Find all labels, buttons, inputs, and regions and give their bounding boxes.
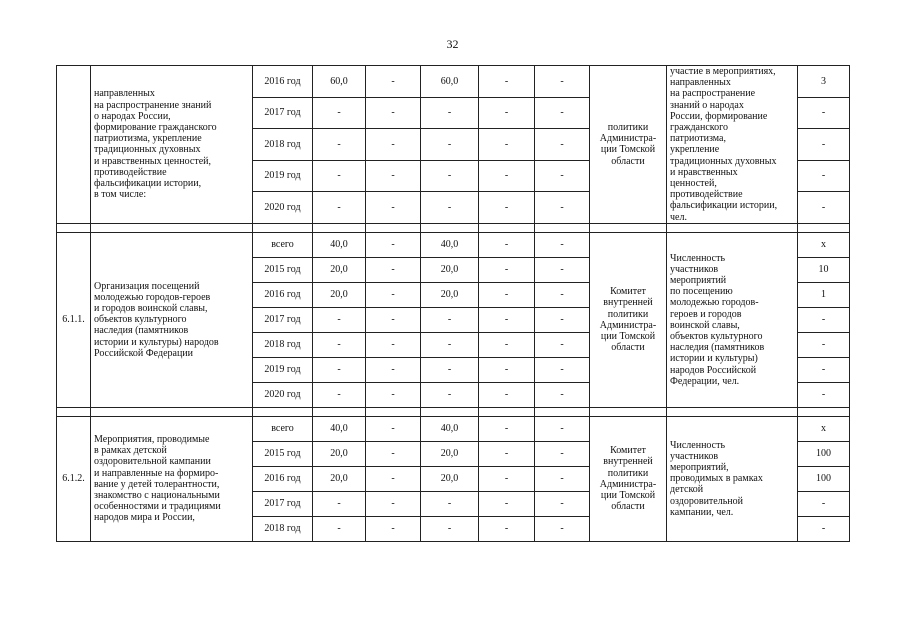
extra-budget-cell: - [535, 129, 590, 161]
year-cell: 2015 год [253, 441, 313, 466]
local-budget-cell: - [479, 441, 535, 466]
federal-budget-cell: - [366, 332, 421, 357]
total-cell: - [313, 160, 366, 192]
indicator-value-cell: - [798, 97, 850, 129]
total-cell: - [313, 382, 366, 407]
federal-budget-cell: - [366, 282, 421, 307]
regional-budget-cell: 20,0 [421, 257, 479, 282]
year-cell: 2019 год [253, 160, 313, 192]
local-budget-cell: - [479, 97, 535, 129]
federal-budget-cell: - [366, 466, 421, 491]
gap-cell [57, 407, 91, 416]
federal-budget-cell: - [366, 416, 421, 441]
indicator-value-cell: - [798, 516, 850, 541]
gap-cell [421, 407, 479, 416]
extra-budget-cell: - [535, 441, 590, 466]
gap-cell [421, 223, 479, 232]
year-cell: 2018 год [253, 129, 313, 161]
federal-budget-cell: - [366, 129, 421, 161]
section-number: 6.1.1. [57, 232, 91, 407]
local-budget-cell: - [479, 307, 535, 332]
total-cell: 20,0 [313, 466, 366, 491]
indicator-name-cell: Численность участников мероприятий, проводимых в рамках детской оздоровительной кампании, чел. [667, 416, 798, 541]
regional-budget-cell: - [421, 160, 479, 192]
regional-budget-cell: - [421, 491, 479, 516]
gap-cell [313, 223, 366, 232]
year-cell: всего [253, 416, 313, 441]
total-cell: - [313, 307, 366, 332]
indicator-name-cell: участие в мероприятиях, направленных на распространение знаний о народах России, формирование гражданского патриотизма, укрепление традиционных духовных и нравственных ценностей, противодействие фальсификации истории, чел. [667, 66, 798, 224]
executor-cell: Комитет внутренней политики Администра- ции Томской области [590, 416, 667, 541]
federal-budget-cell: - [366, 307, 421, 332]
indicator-value-cell: - [798, 160, 850, 192]
local-budget-cell: - [479, 232, 535, 257]
indicator-value-cell: - [798, 332, 850, 357]
local-budget-cell: - [479, 416, 535, 441]
federal-budget-cell: - [366, 357, 421, 382]
gap-cell [479, 223, 535, 232]
regional-budget-cell: 40,0 [421, 232, 479, 257]
extra-budget-cell: - [535, 357, 590, 382]
regional-budget-cell: - [421, 307, 479, 332]
federal-budget-cell: - [366, 516, 421, 541]
indicator-value-cell: 1 [798, 282, 850, 307]
extra-budget-cell: - [535, 66, 590, 98]
extra-budget-cell: - [535, 516, 590, 541]
indicator-value-cell: х [798, 232, 850, 257]
gap-cell [535, 407, 590, 416]
extra-budget-cell: - [535, 307, 590, 332]
indicator-value-cell: - [798, 192, 850, 224]
local-budget-cell: - [479, 282, 535, 307]
executor-cell: Комитет внутренней политики Администра- ции Томской области [590, 232, 667, 407]
regional-budget-cell: 40,0 [421, 416, 479, 441]
indicator-value-cell: х [798, 416, 850, 441]
gap-cell [590, 223, 667, 232]
extra-budget-cell: - [535, 282, 590, 307]
federal-budget-cell: - [366, 491, 421, 516]
table-row [57, 416, 850, 441]
gap-cell [798, 223, 850, 232]
gap-cell [667, 223, 798, 232]
indicator-value-cell: - [798, 307, 850, 332]
section-gap [57, 407, 850, 416]
gap-cell [313, 407, 366, 416]
local-budget-cell: - [479, 257, 535, 282]
local-budget-cell: - [479, 129, 535, 161]
table-row [57, 232, 850, 257]
total-cell: - [313, 357, 366, 382]
indicator-value-cell: - [798, 129, 850, 161]
federal-budget-cell: - [366, 257, 421, 282]
table-row [57, 66, 850, 98]
federal-budget-cell: - [366, 97, 421, 129]
section-gap [57, 223, 850, 232]
total-cell: 20,0 [313, 441, 366, 466]
section-number [57, 66, 91, 224]
section-name: направленных на распространение знаний о народах России, формирование гражданского патриотизма, укрепление традиционных духовных и нравственных ценностей, противодействие фальсификации истории, в том числе: [91, 66, 253, 224]
year-cell: 2017 год [253, 307, 313, 332]
indicator-value-cell: - [798, 491, 850, 516]
indicator-name-cell: Численность участников мероприятий по посещению молодежью городов- героев и городов воинской славы, объектов культурного наследия (памятников истории и культуры) народов Российской Федерации, чел. [667, 232, 798, 407]
gap-cell [590, 407, 667, 416]
gap-cell [366, 407, 421, 416]
year-cell: 2020 год [253, 382, 313, 407]
year-cell: 2017 год [253, 97, 313, 129]
year-cell: 2016 год [253, 66, 313, 98]
executor-cell: политики Администра- ции Томской области [590, 66, 667, 224]
gap-cell [366, 223, 421, 232]
section-name: Мероприятия, проводимые в рамках детской оздоровительной кампании и направленные на формиро- вание у детей толерантности, знакомство с национальными особенностями и традициями народов мира и России, [91, 416, 253, 541]
section-name: Организация посещений молодежью городов-героев и городов воинской славы, объектов культурного наследия (памятников истории и культуры) народов Российской Федерации [91, 232, 253, 407]
gap-cell [667, 407, 798, 416]
federal-budget-cell: - [366, 66, 421, 98]
regional-budget-cell: 20,0 [421, 441, 479, 466]
indicator-value-cell: 100 [798, 466, 850, 491]
extra-budget-cell: - [535, 97, 590, 129]
extra-budget-cell: - [535, 466, 590, 491]
extra-budget-cell: - [535, 491, 590, 516]
regional-budget-cell: - [421, 382, 479, 407]
gap-cell [535, 223, 590, 232]
extra-budget-cell: - [535, 192, 590, 224]
indicator-value-cell: 10 [798, 257, 850, 282]
total-cell: 60,0 [313, 66, 366, 98]
regional-budget-cell: - [421, 357, 479, 382]
total-cell: - [313, 97, 366, 129]
regional-budget-cell: - [421, 97, 479, 129]
extra-budget-cell: - [535, 232, 590, 257]
regional-budget-cell: 20,0 [421, 282, 479, 307]
regional-budget-cell: 20,0 [421, 466, 479, 491]
local-budget-cell: - [479, 516, 535, 541]
gap-cell [253, 223, 313, 232]
gap-cell [91, 407, 253, 416]
year-cell: 2017 год [253, 491, 313, 516]
local-budget-cell: - [479, 357, 535, 382]
local-budget-cell: - [479, 192, 535, 224]
local-budget-cell: - [479, 160, 535, 192]
program-table [56, 65, 850, 542]
gap-cell [479, 407, 535, 416]
total-cell: 20,0 [313, 282, 366, 307]
indicator-value-cell: 100 [798, 441, 850, 466]
regional-budget-cell: - [421, 332, 479, 357]
year-cell: 2016 год [253, 466, 313, 491]
extra-budget-cell: - [535, 416, 590, 441]
total-cell: 40,0 [313, 416, 366, 441]
total-cell: - [313, 332, 366, 357]
gap-cell [57, 223, 91, 232]
local-budget-cell: - [479, 332, 535, 357]
year-cell: всего [253, 232, 313, 257]
extra-budget-cell: - [535, 382, 590, 407]
total-cell: 40,0 [313, 232, 366, 257]
extra-budget-cell: - [535, 257, 590, 282]
year-cell: 2016 год [253, 282, 313, 307]
federal-budget-cell: - [366, 441, 421, 466]
year-cell: 2020 год [253, 192, 313, 224]
indicator-value-cell: - [798, 357, 850, 382]
local-budget-cell: - [479, 466, 535, 491]
extra-budget-cell: - [535, 160, 590, 192]
federal-budget-cell: - [366, 160, 421, 192]
gap-cell [91, 223, 253, 232]
local-budget-cell: - [479, 66, 535, 98]
regional-budget-cell: - [421, 129, 479, 161]
year-cell: 2018 год [253, 516, 313, 541]
gap-cell [253, 407, 313, 416]
section-number: 6.1.2. [57, 416, 91, 541]
federal-budget-cell: - [366, 192, 421, 224]
regional-budget-cell: - [421, 516, 479, 541]
indicator-value-cell: 3 [798, 66, 850, 98]
federal-budget-cell: - [366, 382, 421, 407]
total-cell: 20,0 [313, 257, 366, 282]
gap-cell [798, 407, 850, 416]
regional-budget-cell: 60,0 [421, 66, 479, 98]
federal-budget-cell: - [366, 232, 421, 257]
extra-budget-cell: - [535, 332, 590, 357]
total-cell: - [313, 129, 366, 161]
local-budget-cell: - [479, 491, 535, 516]
local-budget-cell: - [479, 382, 535, 407]
total-cell: - [313, 192, 366, 224]
year-cell: 2018 год [253, 332, 313, 357]
indicator-value-cell: - [798, 382, 850, 407]
total-cell: - [313, 516, 366, 541]
regional-budget-cell: - [421, 192, 479, 224]
page-number: 32 [446, 37, 459, 51]
year-cell: 2019 год [253, 357, 313, 382]
year-cell: 2015 год [253, 257, 313, 282]
total-cell: - [313, 491, 366, 516]
